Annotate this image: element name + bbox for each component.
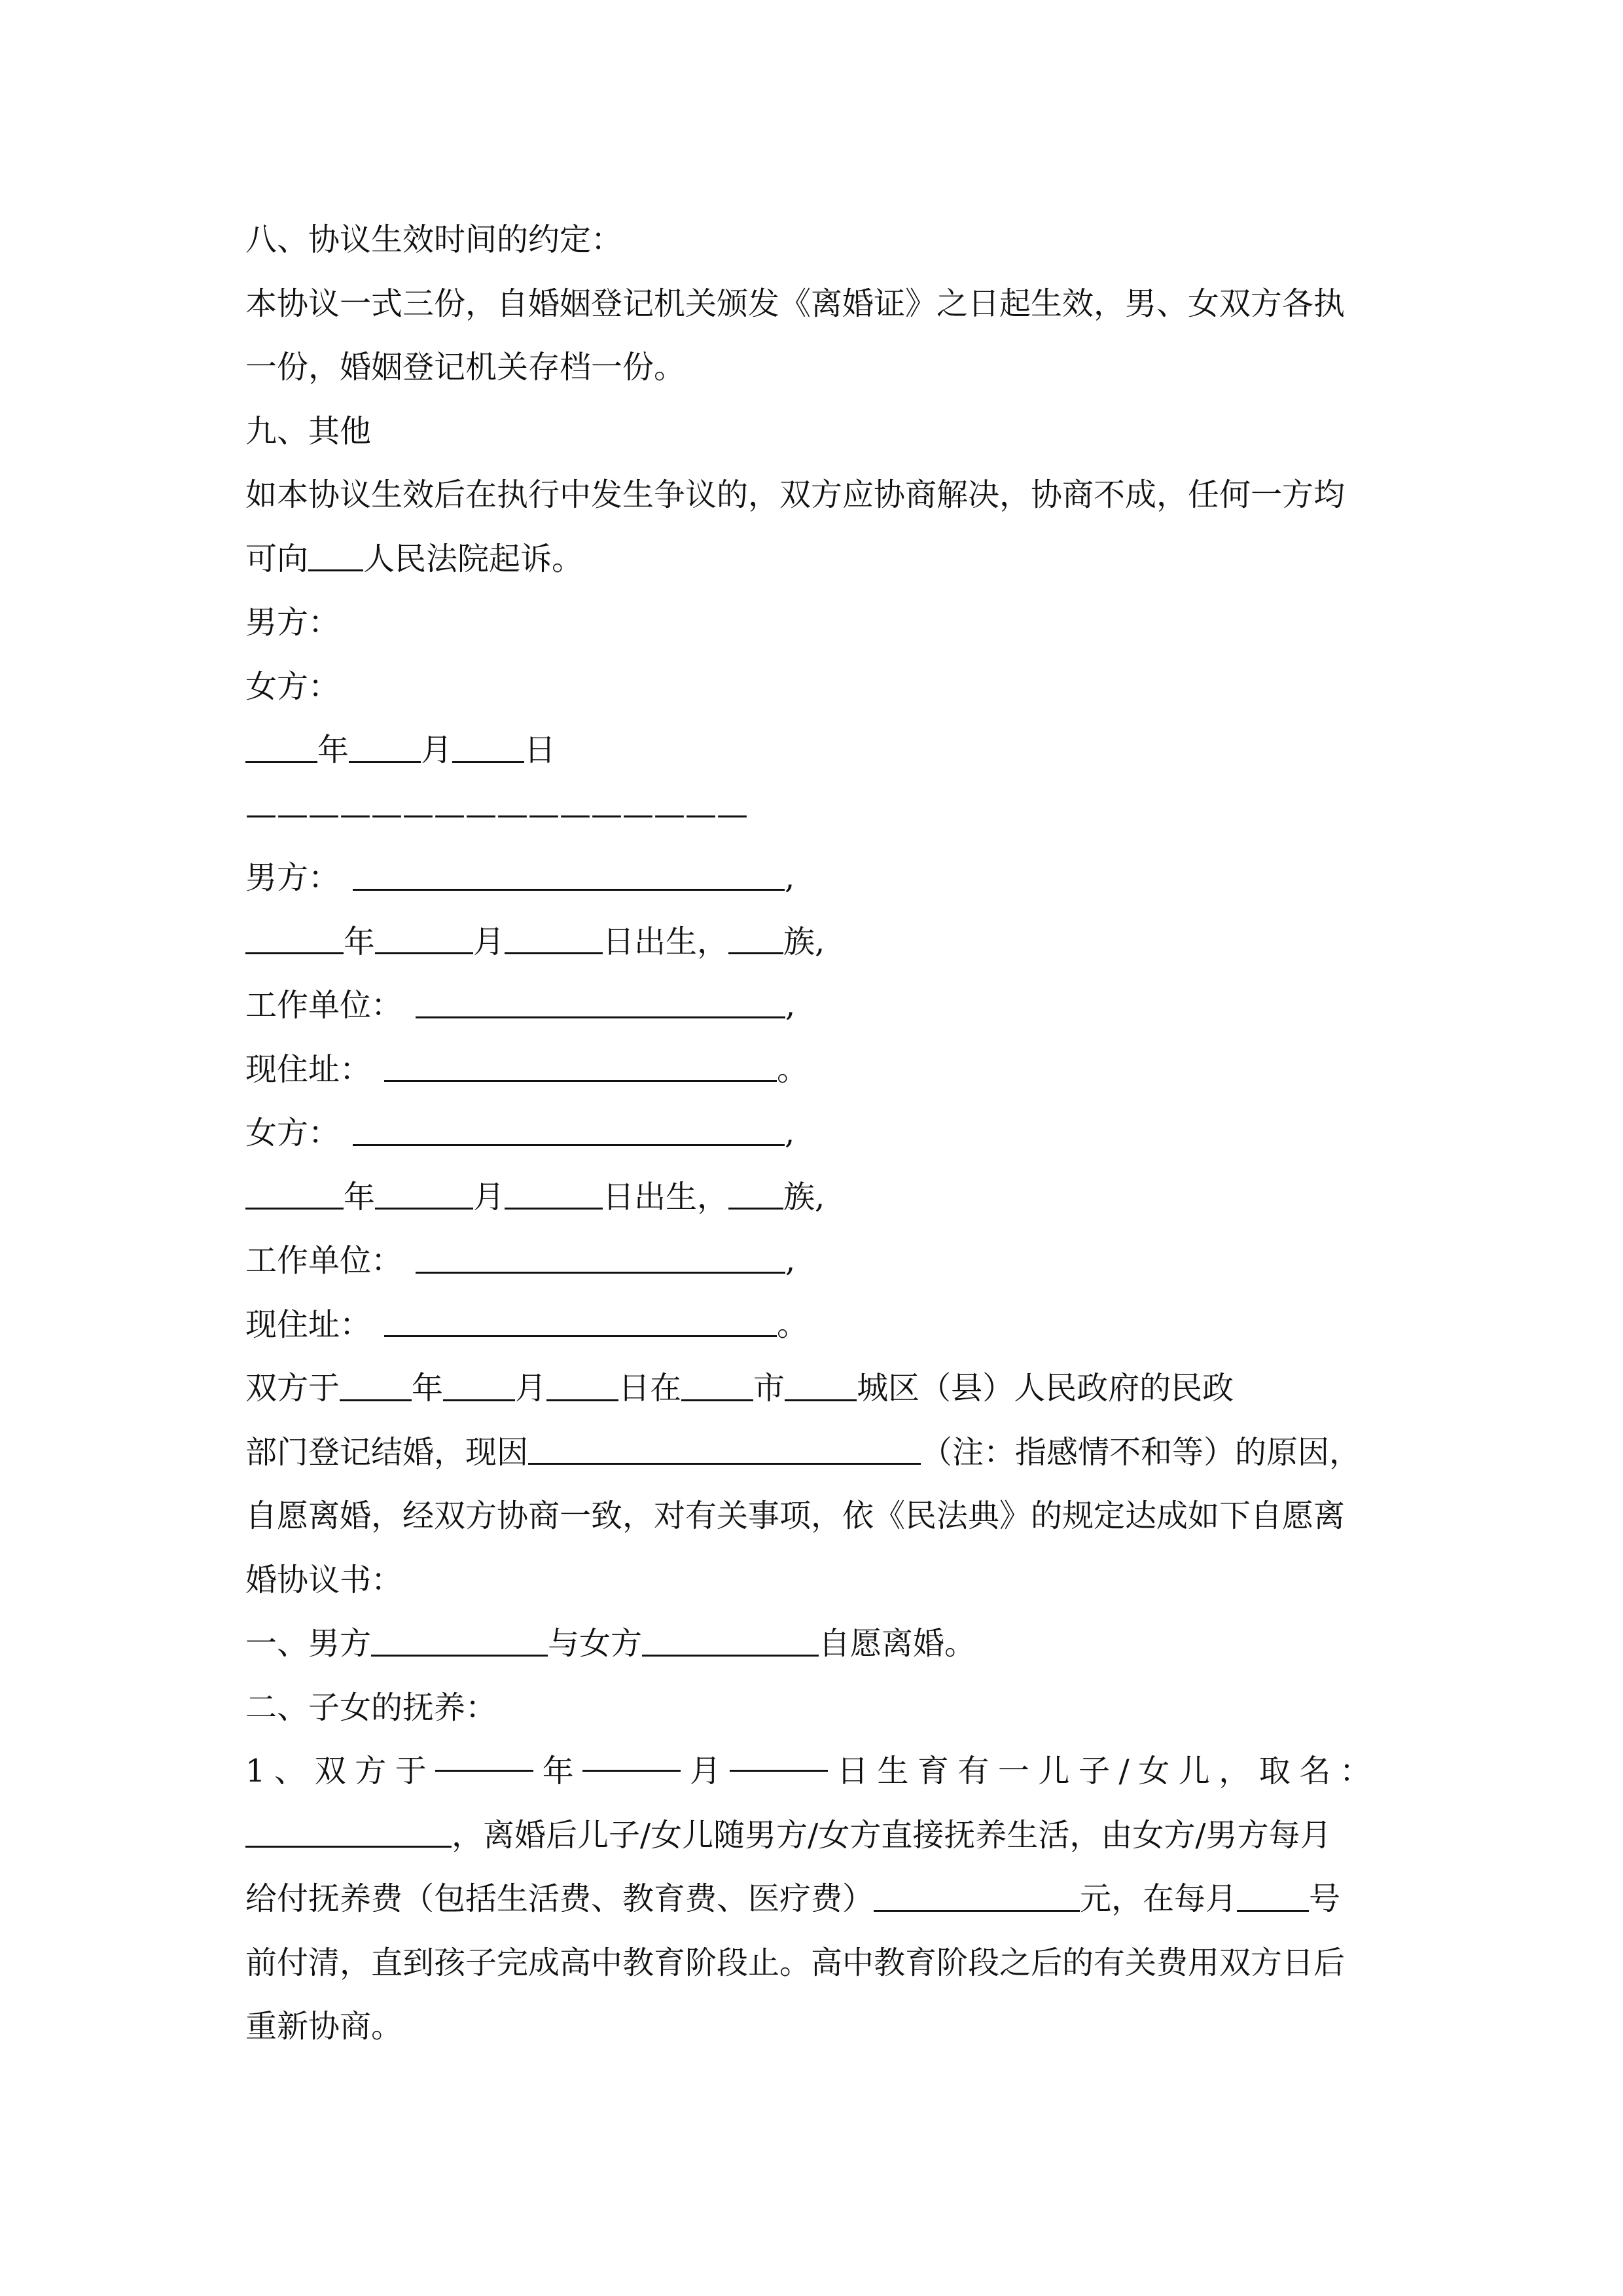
intro-line-2-suffix: （注：指感情不和等）的原因， [921, 1433, 1361, 1471]
justified-char: 月 [689, 1753, 721, 1789]
section-9-text-line-2 [245, 528, 1378, 592]
female-ethnicity-label: 族, [783, 1178, 825, 1215]
female-address-blank[interactable] [384, 1306, 777, 1338]
intro-prefix: 双方于 [245, 1370, 340, 1407]
male-birth-month-blank[interactable] [375, 923, 473, 955]
intro-line-2-prefix: 部门登记结婚，现因 [245, 1433, 529, 1471]
male-address-end: 。 [777, 1050, 809, 1088]
male-work-label: 工作单位： [245, 987, 403, 1024]
payment-day-unit: 号 [1309, 1880, 1341, 1917]
marriage-day-blank[interactable] [546, 1369, 618, 1401]
male-party-name-blank[interactable] [371, 1624, 548, 1657]
section-9-text-suffix: 人民法院起诉。 [363, 540, 584, 577]
justified-char: 一 [997, 1753, 1029, 1789]
female-party-name-blank[interactable] [642, 1624, 819, 1657]
justified-char: 年 [542, 1753, 574, 1789]
clause-2-item-1-line-5: 重新协商。 [245, 2008, 403, 2045]
clause-2-item-1-line-3 [245, 1867, 1378, 1931]
intro-line-3: 自愿离婚，经双方协商一致，对有关事项，依《民法典》的规定达成如下自愿离 [245, 1498, 1346, 1534]
justified-char: 儿 [1178, 1753, 1210, 1789]
signature-female-label: 女方： [245, 668, 340, 705]
male-name-label: 男方： [245, 859, 340, 896]
separator-line [245, 783, 1378, 847]
male-work-end: , [785, 987, 796, 1024]
clause-1-prefix: 一、男方 [245, 1625, 372, 1662]
female-work-label: 工作单位： [245, 1242, 403, 1279]
female-work-end: , [785, 1242, 796, 1279]
section-9-heading: 九、其他 [245, 412, 372, 450]
male-ethnicity-blank[interactable] [728, 923, 783, 955]
signature-male-label: 男方： [245, 604, 340, 641]
support-fee-unit: 元，在每月 [1080, 1880, 1238, 1917]
female-name-label: 女方： [245, 1115, 340, 1151]
clause-2-item-1-line-4: 前付清，直到孩子完成高中教育阶段止。高中教育阶段之后的有关费用双方日后 [245, 1944, 1346, 1981]
justified-char: 女 [1138, 1753, 1170, 1789]
female-birth-year-blank[interactable] [245, 1178, 344, 1210]
child-birth-month-blank[interactable] [582, 1740, 681, 1772]
clause-2-heading: 二、子女的抚养： [245, 1689, 497, 1726]
child-birth-day-blank[interactable] [730, 1740, 828, 1772]
justified-char: ： [1339, 1753, 1371, 1789]
male-birth-year-blank[interactable] [245, 923, 344, 955]
female-birth-month-blank[interactable] [375, 1178, 473, 1210]
child-birth-year-blank[interactable] [435, 1740, 533, 1772]
marriage-district-blank[interactable] [785, 1369, 857, 1401]
year-label: 年 [317, 732, 349, 768]
payment-day-blank[interactable] [1237, 1880, 1309, 1912]
male-work-row [245, 974, 1378, 1038]
document-page [245, 208, 1378, 2059]
clause-2-item-1-line-2-text: ，离婚后儿子/女儿随男方/女方直接抚养生活，由女方/男方每月 [452, 1816, 1332, 1854]
intro-year-label: 年 [412, 1370, 444, 1407]
intro-day-label: 日在 [618, 1370, 682, 1407]
clause-2-item-1-line-2 [245, 1804, 1378, 1868]
section-8-heading: 八、协议生效时间的约定： [245, 221, 623, 258]
justified-char: / [1118, 1753, 1130, 1789]
female-ethnicity-blank[interactable] [728, 1178, 783, 1210]
female-work-row [245, 1229, 1378, 1293]
intro-line-1 [245, 1357, 1378, 1421]
justified-char: ， [1219, 1753, 1251, 1789]
intro-month-label: 月 [515, 1370, 547, 1407]
justified-char: 日 [836, 1753, 868, 1789]
male-name-end: , [785, 859, 795, 896]
clause-1 [245, 1612, 1378, 1676]
justified-char: 育 [917, 1753, 949, 1789]
intro-city-label: 市 [753, 1370, 785, 1407]
male-address-blank[interactable] [384, 1050, 777, 1083]
female-address-row [245, 1293, 1378, 1357]
section-8-text-line-1: 本协议一式三份，自婚姻登记机关颁发《离婚证》之日起生效，男、女双方各执 [245, 285, 1346, 322]
justified-char: 双 [314, 1753, 346, 1789]
female-work-blank[interactable] [416, 1242, 785, 1274]
female-birth-label: 日出生， [603, 1178, 729, 1215]
female-birth-row [245, 1166, 1378, 1230]
male-address-row [245, 1038, 1378, 1102]
section-9-text-line-1: 如本协议生效后在执行中发生争议的，双方应协商解决，协商不成，任何一方均 [245, 476, 1346, 513]
justified-char: 于 [395, 1753, 427, 1789]
support-amount-blank[interactable] [874, 1880, 1080, 1912]
section-8-text-line-2: 一份，婚姻登记机关存档一份。 [245, 349, 686, 386]
signature-month-blank[interactable] [349, 731, 421, 763]
male-ethnicity-label: 族, [783, 923, 825, 960]
justified-char: 、 [274, 1753, 306, 1789]
signature-year-blank[interactable] [245, 731, 317, 763]
male-address-label: 现住址： [245, 1050, 372, 1088]
justified-char: 方 [355, 1753, 387, 1789]
section-9-text-prefix: 可向 [245, 540, 309, 577]
female-address-end: 。 [777, 1306, 809, 1343]
marriage-month-blank[interactable] [443, 1369, 515, 1401]
female-name-row [245, 1102, 1378, 1166]
female-year-label: 年 [344, 1178, 376, 1215]
female-name-blank[interactable] [353, 1114, 785, 1146]
signature-day-blank[interactable] [452, 731, 524, 763]
female-birth-day-blank[interactable] [505, 1178, 603, 1210]
clause-2-item-1-line-1 [245, 1740, 1371, 1804]
support-fee-label: 给付抚养费（包括生活费、教育费、医疗费） [245, 1880, 874, 1917]
justified-char: 有 [957, 1753, 990, 1789]
day-label: 日 [524, 732, 556, 768]
male-name-blank[interactable] [353, 859, 785, 891]
month-label: 月 [421, 732, 453, 768]
justified-char: 儿 [1038, 1753, 1070, 1789]
female-name-end: , [785, 1115, 795, 1151]
intro-line-1-rest: 城区（县）人民政府的民政 [857, 1370, 1234, 1407]
male-month-label: 月 [473, 923, 505, 960]
court-name-blank[interactable] [308, 540, 363, 572]
male-year-label: 年 [344, 923, 376, 960]
marriage-city-blank[interactable] [681, 1369, 753, 1401]
male-name-row [245, 846, 1378, 910]
clause-1-middle: 与女方 [548, 1625, 643, 1662]
signature-date [245, 719, 1378, 783]
justified-char: 名 [1299, 1753, 1331, 1789]
justified-char: 取 [1258, 1753, 1291, 1789]
male-work-blank[interactable] [416, 986, 785, 1018]
intro-line-4: 婚协议书： [245, 1561, 403, 1598]
intro-line-2 [245, 1421, 1378, 1485]
male-birth-label: 日出生， [603, 923, 729, 960]
justified-char: 子 [1078, 1753, 1110, 1789]
female-month-label: 月 [473, 1178, 505, 1215]
child-name-blank[interactable] [245, 1816, 452, 1848]
justified-char: 1 [245, 1753, 266, 1789]
male-birth-row [245, 910, 1378, 975]
male-birth-day-blank[interactable] [505, 923, 603, 955]
divorce-reason-blank[interactable] [528, 1433, 921, 1465]
female-address-label: 现住址： [245, 1306, 372, 1343]
clause-1-suffix: 自愿离婚。 [819, 1625, 976, 1662]
separator-dashes: ———————————————— [245, 795, 748, 833]
marriage-year-blank[interactable] [340, 1369, 412, 1401]
justified-char: 生 [877, 1753, 909, 1789]
